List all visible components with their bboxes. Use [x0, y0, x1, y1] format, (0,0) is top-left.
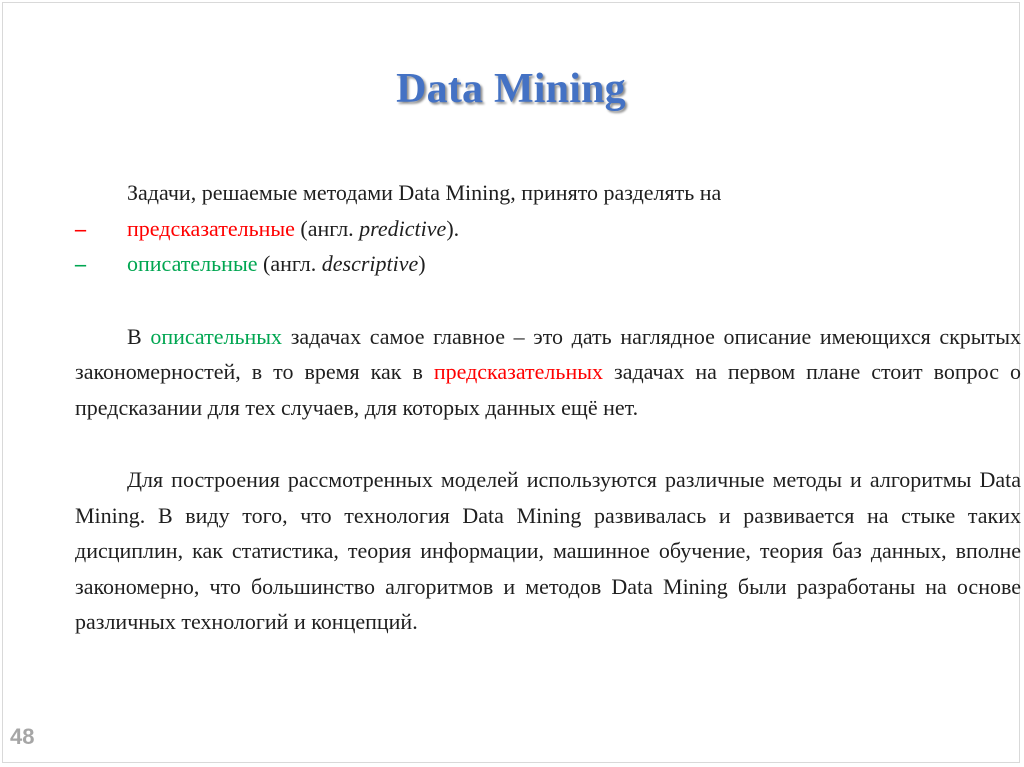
- paren-open: (англ.: [257, 251, 322, 276]
- slide-content: [75, 175, 1021, 640]
- paragraph-methods: Для построения рассмотренных моделей используются различные методы и алгоритмы Data Mining. В виду того, что технология Data Mining развивалась и развивается на стыке таких дисциплин, как статистика, теория информации, машинное обучение, теория баз данных, вполне закономерно, что большинство алгоритмов и методов Data Mining были разработаны на основе различных технологий и концепций.: [75, 467, 1021, 634]
- bullet-dash: –: [75, 215, 86, 241]
- bullet-dash: –: [75, 251, 86, 276]
- list-item-descriptive: [75, 246, 1021, 282]
- paren-close: ).: [446, 215, 460, 241]
- term-descriptive: описательные: [127, 251, 258, 276]
- paragraph-descriptive-vs-predictive: [75, 319, 1021, 426]
- paren-open: (англ.: [294, 215, 360, 241]
- english-term: predictive: [359, 215, 447, 241]
- slide-title: Data Mining: [396, 66, 626, 112]
- para1-part2: задачах самое главное – это дать наглядное описание имеющихся скрытых закономерностей, в то время как в: [75, 323, 1021, 384]
- term-predictive: предсказательные: [127, 215, 295, 241]
- para1-part3: задачах на первом плане стоит вопрос о предсказании для тех случаев, для которых данных ещё нет.: [75, 359, 1021, 420]
- para1-part1: В: [127, 323, 151, 349]
- page-number: 48: [10, 724, 35, 749]
- term-predictive-inline: предсказательных: [433, 359, 604, 384]
- task-types-list: [75, 211, 1021, 282]
- intro-text: Задачи, решаемые методами Data Mining, принято разделять на: [127, 180, 722, 205]
- list-item-predictive: [75, 211, 1021, 247]
- english-term: descriptive: [321, 251, 419, 276]
- slide: [2, 2, 1020, 763]
- term-descriptive-inline: описательных: [150, 323, 283, 349]
- paren-close: ): [418, 251, 426, 276]
